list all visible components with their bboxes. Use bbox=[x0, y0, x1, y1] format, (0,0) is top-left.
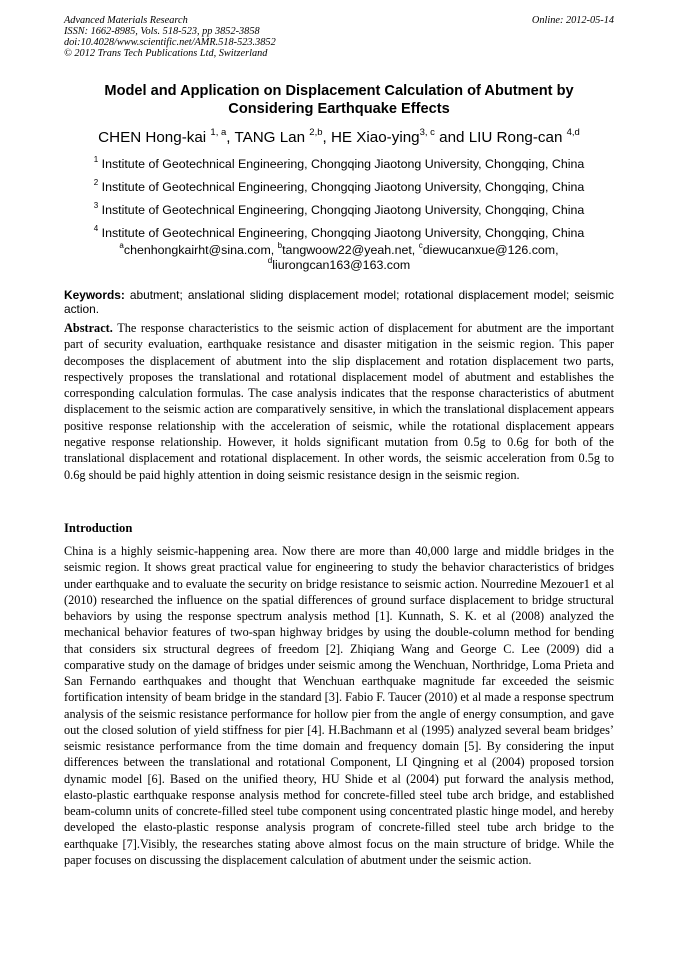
email-list bbox=[64, 243, 614, 273]
keywords-text: abutment; anslational sliding displacement model; rotational displacement model; seismic action. bbox=[64, 288, 614, 316]
author-name: CHEN Hong-kai bbox=[98, 129, 211, 146]
affiliation-sup: 1 bbox=[93, 155, 99, 164]
keywords-label: Keywords: bbox=[64, 288, 125, 302]
issn-line: ISSN: 1662-8985, Vols. 518-523, pp 3852-3858 bbox=[64, 26, 260, 37]
affiliation bbox=[64, 179, 614, 202]
affiliation bbox=[64, 202, 614, 225]
email-link[interactable]: liurongcan163@163.com bbox=[272, 258, 411, 272]
online-date: Online: 2012-05-14 bbox=[531, 15, 614, 26]
affiliation-text: Institute of Geotechnical Engineering, Chongqing Jiaotong University, Chongqing, China bbox=[101, 226, 585, 240]
section-heading-introduction: Introduction bbox=[64, 521, 133, 535]
author-sup: 2,b bbox=[309, 127, 323, 138]
author-sup: 4,d bbox=[566, 127, 580, 138]
introduction-paragraph: China is a highly seismic-happening area. Now there are more than 40,000 large and middle bridges in the seismic region. It shows great practical value for engineering to study the behavior characteristics of bridges under earthquake and to evaluate the security on bridge resistance to seismic action. Nourredine Mezouer1 et al (2010) researched the influence on the spatial differences of ground surface displacement to bridge structural behaviors by using the response spectrum analysis method [1]. Kunnath, S. K. et al (2008) analyzed the mechanical behavior features of two-span highway bridges by using the double-column method for bending that considers six structural degrees of freedom [2]. Zhiqiang Wang and George C. Lee (2009) did a comparative study on the damage of bridges under seismic among the Wenchuan, Northridge, Loma Prieta and San Fernando earthquakes and thought that Wenchuan earthquake magnitude far exceeded the seismic fortification intensity of beam bridge in the standard [3]. Fabio F. Taucer (2010) et al made a response spectrum analysis of the seismic resistance performance for hollow pier from the angle of energy consumption, and gave out the closed solution of yield stiffness for pier [4]. H.Bachmann et al (1995) analyzed several beam bridges’ seismic resistance performance from the time domain and frequency domain [5]. By considering the input differences between the translational and rotational Component, LI Qingning et al (2004) proposed torsion dynamic model [6]. Based on the unified theory, HU Shide et al (2004) put forward the analysis method, elasto-plastic earthquake response analysis method for concrete-filled steel tube arch bridge, and established beam-column units of concrete-filled steel tube component using concentrated plastic hinge model, and hereby developed the elasto-plastic response analysis program of concrete-filled steel tube arch bridge to the earthquake [7].Visibly, the researches stating above almost focus on the main structure of bridge. While the paper focuses on discussing the displacement calculation of abutment under the seismic action. bbox=[64, 544, 614, 867]
author-list bbox=[64, 128, 614, 148]
abstract-label: Abstract. bbox=[64, 321, 113, 335]
affiliation-text: Institute of Geotechnical Engineering, Chongqing Jiaotong University, Chongqing, China bbox=[101, 203, 585, 217]
author-sep: , bbox=[322, 129, 331, 146]
keywords-paragraph bbox=[64, 288, 614, 316]
journal-header bbox=[64, 15, 276, 59]
author-sup: 3, c bbox=[419, 127, 435, 138]
affiliation-sup: 4 bbox=[93, 224, 99, 233]
email-link[interactable]: tangwoow22@yeah.net, bbox=[282, 243, 419, 257]
doi-line: doi:10.4028/www.scientific.net/AMR.518-523.3852 bbox=[64, 37, 276, 48]
email-link[interactable]: diewucanxue@126.com, bbox=[422, 243, 559, 257]
copyright-line: © 2012 Trans Tech Publications Ltd, Switzerland bbox=[64, 48, 268, 59]
email-sup: a bbox=[119, 241, 124, 250]
author-sep: , bbox=[226, 129, 235, 146]
abstract-text: The response characteristics to the seismic action of displacement for abutment are the important part of security evaluation, earthquake resistance and disaster mitigation in the seismic region. This paper decomposes the displacement of abutment into the slip displacement and rotation displacement two parts, respectively proposes the translational and rotational displacement model of abutment and establishes the corresponding calculation formulas. The case analysis indicates that the response characteristics of abutment displacement to the seismic action are comparatively sensitive, in which the translational displacement appears positive response relationship with the acceleration of seismic, while the rotational displacement appears negative response relationship. However, it holds significant mutation from 0.5g to 0.6g for both of the translational displacement and rotational displacement. In other words, the seismic acceleration from 0.5g to 0.6g should be paid highly attention in doing seismic resistance design in the seismic region. bbox=[64, 321, 614, 482]
author-name: HE Xiao-ying bbox=[330, 129, 420, 146]
author-name: LIU Rong-can bbox=[468, 129, 567, 146]
author-name: TANG Lan bbox=[234, 129, 310, 146]
affiliation-list bbox=[64, 156, 614, 248]
email-sup: c bbox=[418, 241, 423, 250]
affiliation-sup: 2 bbox=[93, 178, 99, 187]
author-sep: and bbox=[434, 129, 469, 146]
paper-title: Model and Application on Displacement Calculation of Abutment by Considering Earthquake Effects bbox=[104, 83, 574, 117]
email-sup: b bbox=[277, 241, 283, 250]
affiliation-sup: 3 bbox=[93, 201, 99, 210]
email-link[interactable]: chenhongkairht@sina.com, bbox=[123, 243, 278, 257]
journal-name: Advanced Materials Research bbox=[64, 15, 188, 26]
affiliation-text: Institute of Geotechnical Engineering, Chongqing Jiaotong University, Chongqing, China bbox=[101, 180, 585, 194]
abstract-paragraph bbox=[64, 320, 614, 483]
email-sup: d bbox=[267, 256, 273, 265]
author-sup: 1, a bbox=[210, 127, 227, 138]
affiliation-text: Institute of Geotechnical Engineering, Chongqing Jiaotong University, Chongqing, China bbox=[101, 157, 585, 171]
affiliation bbox=[64, 156, 614, 179]
